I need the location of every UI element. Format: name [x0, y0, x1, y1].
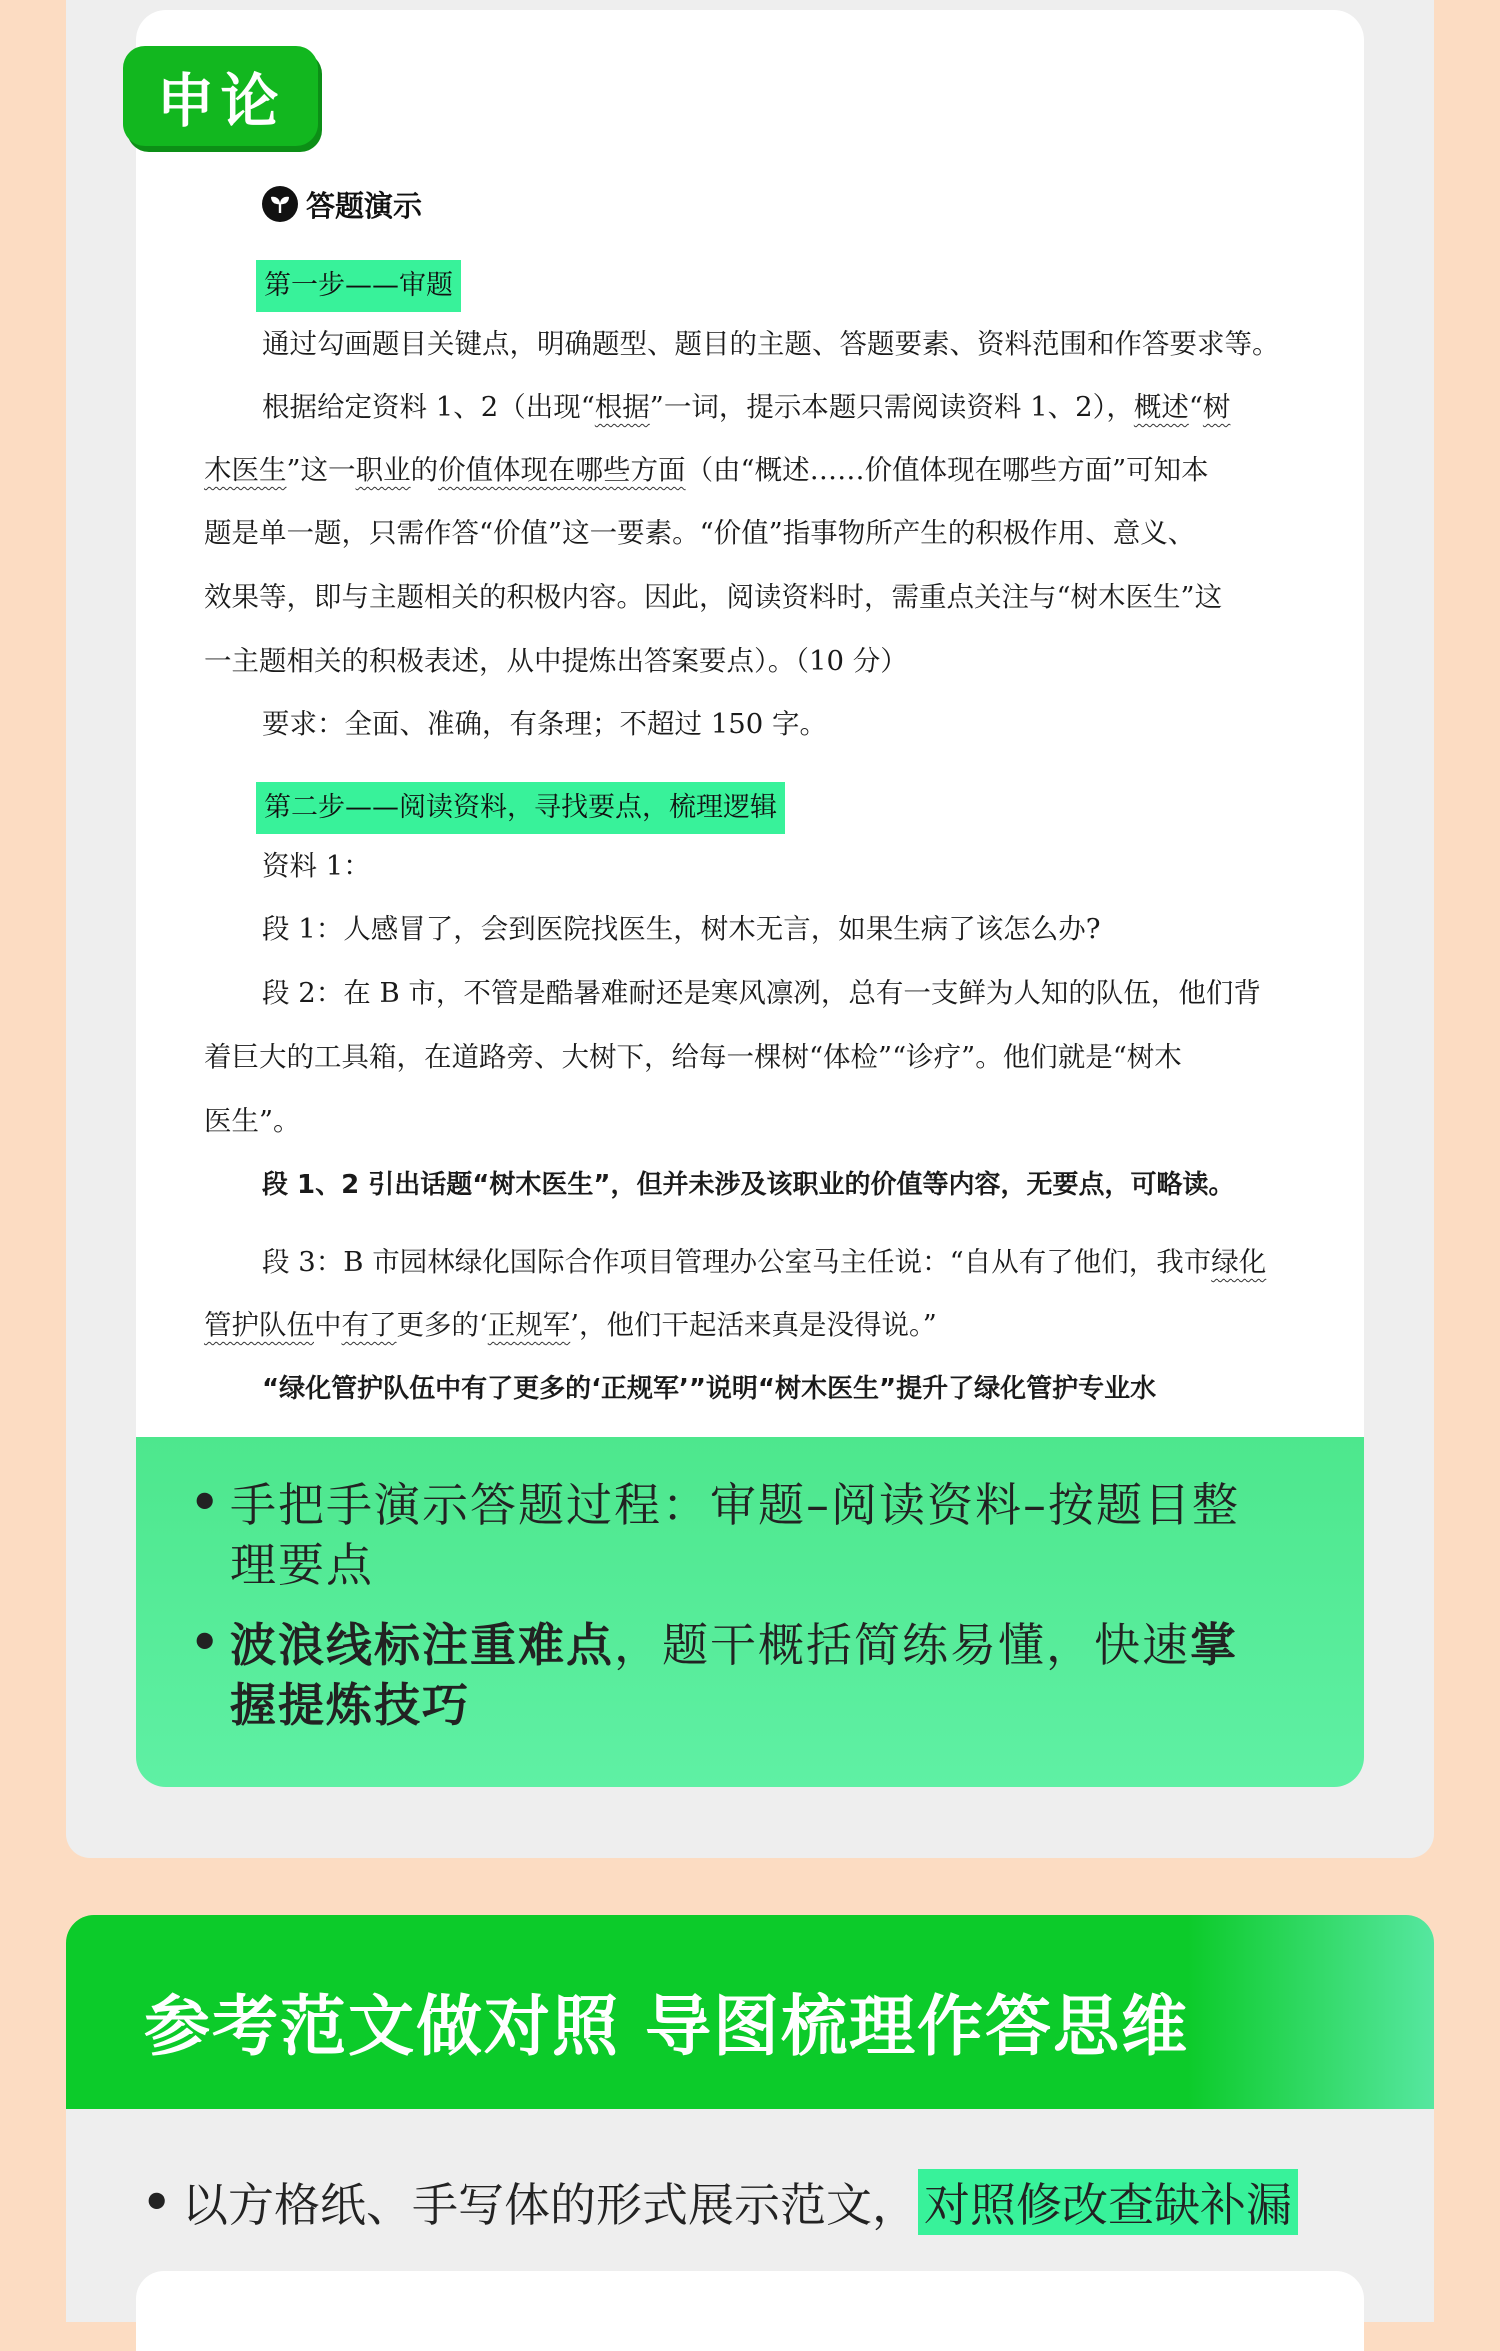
material-title: 资料 1：: [262, 850, 371, 882]
bullet-icon: •: [190, 1615, 220, 1669]
sample-sheet: [136, 2271, 1364, 2351]
paragraph-line: 题是单一题，只需作答“价值”这一要素。“价值”指事物所产生的积极作用、意义、: [204, 517, 1196, 549]
paragraph-line: 着巨大的工具箱，在道路旁、大树下，给每一棵树“体检”“诊疗”。他们就是“树木: [204, 1041, 1182, 1073]
banner-title: 参考范文做对照 导图梳理作答思维: [144, 1988, 1189, 2065]
paragraph-line: 要求：全面、准确，有条理；不超过 150 字。: [262, 708, 827, 740]
paragraph-line: 医生”。: [204, 1105, 301, 1137]
paragraph-line: 根据给定资料 1、2（出现“根据”一词，提示本题只需阅读资料 1、2），概述“树: [262, 391, 1231, 423]
sprout-icon: [262, 186, 298, 222]
step-1-label: 第一步——审题: [256, 260, 461, 312]
bullet-icon: •: [190, 1475, 220, 1529]
feature-item: • 手把手演示答题过程：审题–阅读资料–按题目整 理要点: [190, 1475, 1330, 1595]
bullet-icon: •: [142, 2175, 172, 2229]
section-body: [66, 2109, 1434, 2322]
paragraph-line: 段 3：B 市园林绿化国际合作项目管理办公室马主任说：“自从有了他们，我市绿化: [262, 1246, 1267, 1278]
paragraph-line: 段 2：在 B 市，不管是酷暑难耐还是寒风凛冽，总有一支鲜为人知的队伍，他们背: [262, 977, 1261, 1009]
section-heading: [262, 182, 422, 226]
feature-box: [136, 1437, 1364, 1787]
section-banner: [66, 1915, 1434, 2109]
step-2-label: 第二步——阅读资料，寻找要点，梳理逻辑: [256, 782, 785, 834]
paragraph-line: 效果等，即与主题相关的积极内容。因此，阅读资料时，需重点关注与“树木医生”这: [204, 581, 1223, 613]
analysis-note: 段 1、2 引出话题“树木医生”，但并未涉及该职业的价值等内容，无要点，可略读。: [262, 1170, 1235, 1200]
analysis-note: “绿化管护队伍中有了更多的‘正规军’”说明“树木医生”提升了绿化管护专业水: [262, 1374, 1157, 1404]
subject-tag: 申论: [123, 46, 318, 146]
paragraph-line: 通过勾画题目关键点，明确题型、题目的主题、答题要素、资料范围和作答要求等。: [262, 328, 1280, 360]
paragraph-line: 管护队伍中有了更多的‘正规军’，他们干起活来真是没得说。”: [204, 1309, 937, 1341]
paragraph-line: 木医生”这一职业的价值体现在哪些方面（由“概述……价值体现在哪些方面”可知本: [204, 454, 1209, 486]
feature-item: • 波浪线标注重难点，题干概括简练易懂，快速掌 握提炼技巧: [190, 1615, 1330, 1735]
highlight-text: 对照修改查缺补漏: [918, 2169, 1298, 2235]
paragraph-line: 一主题相关的积极表述，从中提炼出答案要点）。（10 分）: [204, 645, 908, 677]
feature-item: • 以方格纸、手写体的形式展示范文， 对照修改查缺补漏: [142, 2169, 1298, 2235]
paragraph-line: 段 1：人感冒了，会到医院找医生，树木无言，如果生病了该怎么办?: [262, 913, 1101, 945]
heading-label: 答题演示: [306, 188, 423, 223]
document-page: [136, 10, 1364, 1437]
